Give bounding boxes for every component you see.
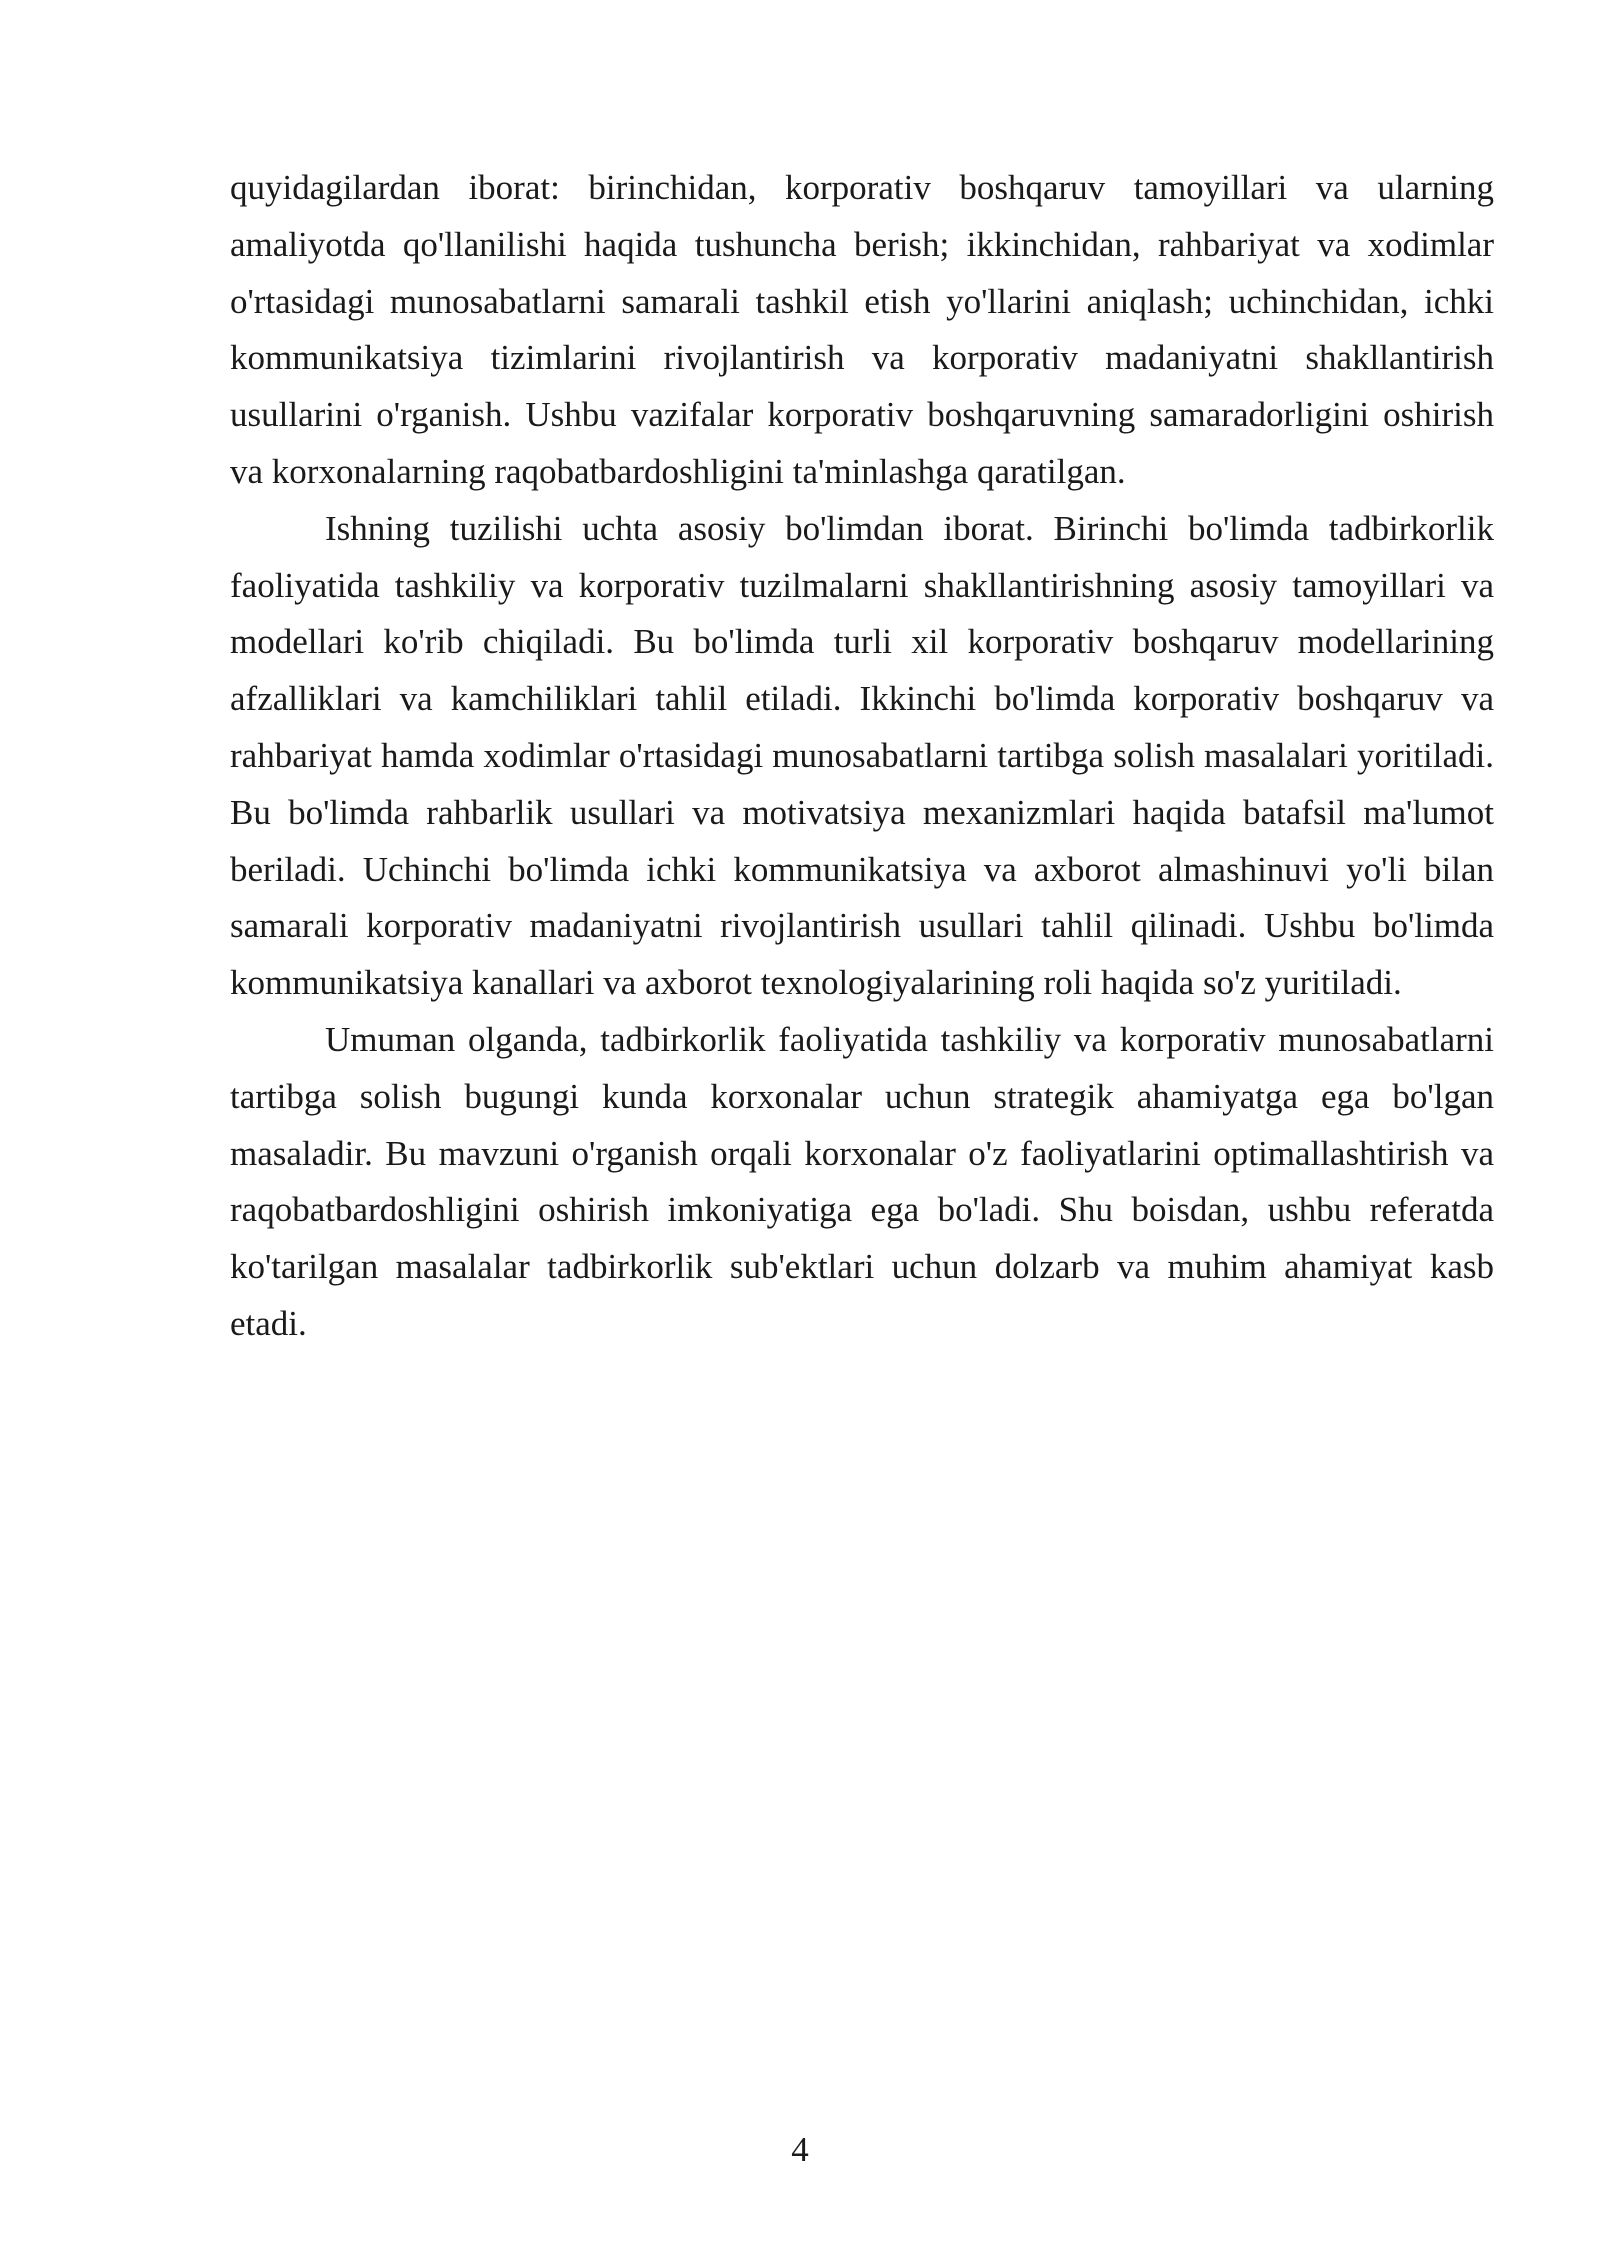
paragraph-conclusion: Umuman olganda, tadbirkorlik faoliyatida tashkiliy va korporativ munosabatlarni tartibga solish bugungi kunda korxonalar uchun strategik ahamiyatga ega bo'lgan masaladir. Bu mavzuni o'rganish orqali korxonalar o'z faoliyatlarini optimallashtirish va raqobatbardoshligini oshirish imkoniyatiga ega bo'ladi. Shu boisdan, ushbu referatda ko'tarilgan masalalar tadbirkorlik sub'ektlari uchun dolzarb va muhim ahamiyat kasb etadi.: [230, 1019, 1494, 1343]
body-text: [230, 160, 1494, 1353]
page-number: 4: [791, 2130, 809, 2169]
paragraph-tasks-continuation: quyidagilardan iborat: birinchidan, korporativ boshqaruv tamoyillari va ularning amaliyotda qo'llanilishi haqida tushuncha berish; ikkinchidan, rahbariyat va xodimlar o'rtasidagi munosabatlarni samarali tashkil etish yo'llarini aniqlash; uchinchidan, ichki kommunikatsiya tizimlarini rivojlantirish va korporativ madaniyatni shakllantirish usullarini o'rganish. Ushbu vazifalar korporativ boshqaruvning samaradorligini oshirish va korxonalarning raqobatbardoshligini ta'minlashga qaratilgan.: [230, 168, 1494, 491]
paragraph-structure: Ishning tuzilishi uchta asosiy bo'limdan iborat. Birinchi bo'limda tadbirkorlik faoliyatida tashkiliy va korporativ tuzilmalarni shakllantirishning asosiy tamoyillari va modellari ko'rib chiqiladi. Bu bo'limda turli xil korporativ boshqaruv modellarining afzalliklari va kamchiliklari tahlil etiladi. Ikkinchi bo'limda korporativ boshqaruv va rahbariyat hamda xodimlar o'rtasidagi munosabatlarni tartibga solish masalalari yoritiladi. Bu bo'limda rahbarlik usullari va motivatsiya mexanizmlari haqida batafsil ma'lumot beriladi. Uchinchi bo'limda ichki kommunikatsiya va axborot almashinuvi yo'li bilan samarali korporativ madaniyatni rivojlantirish usullari tahlil qilinadi. Ushbu bo'limda kommunikatsiya kanallari va axborot texnologiyalarining roli haqida so'z yuritiladi.: [230, 508, 1494, 1003]
